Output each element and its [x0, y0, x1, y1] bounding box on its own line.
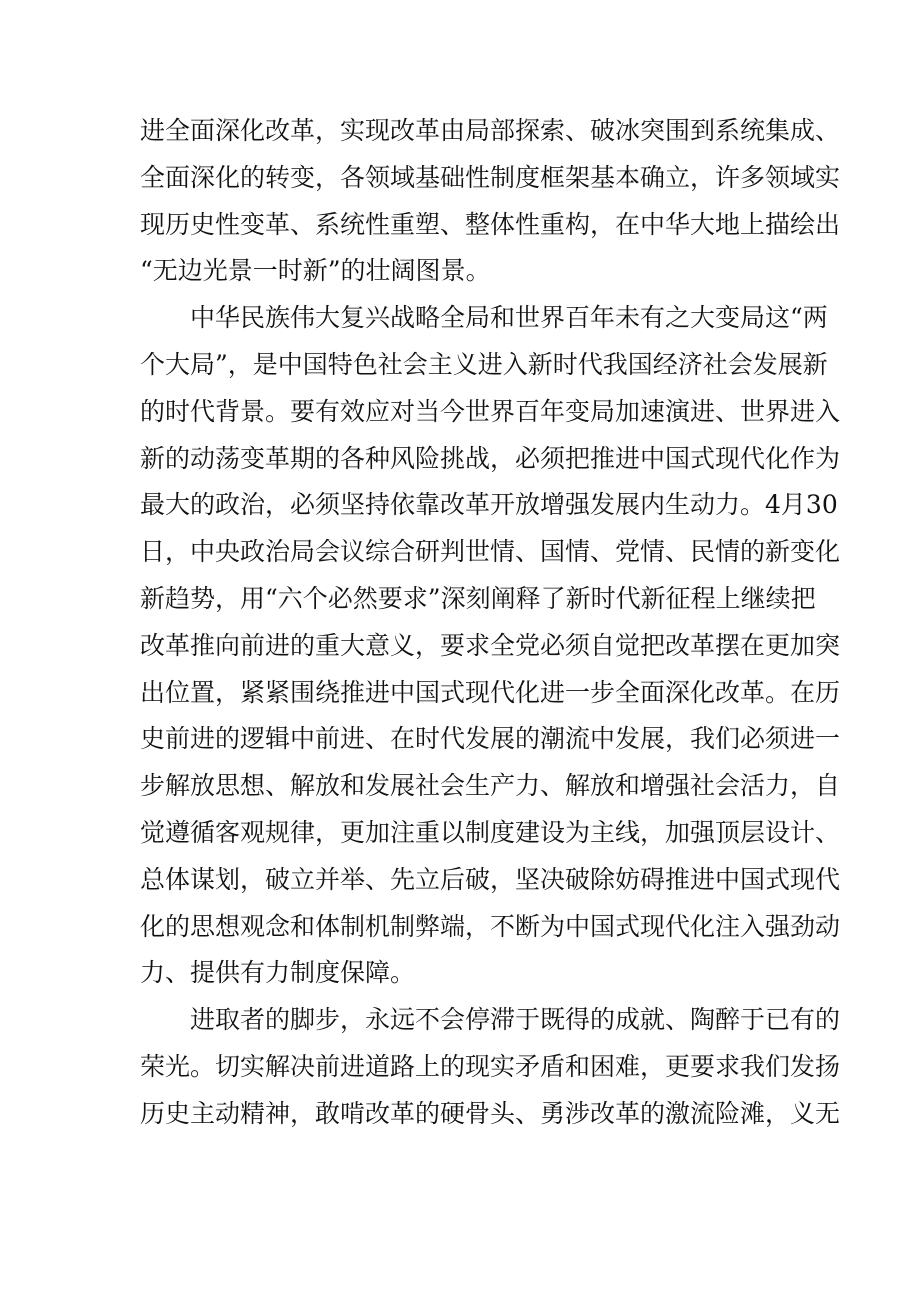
text-line: 史前进的逻辑中前进、在时代发展的潮流中发展，我们必须进一: [140, 724, 841, 754]
text-line: 个大局”，是中国特色社会主义进入新时代我国经济社会发展新: [140, 349, 828, 379]
text-line: 出位置，紧紧围绕推进中国式现代化进一步全面深化改革。在历: [140, 677, 841, 707]
text-line: 日，中央政治局会议综合研判世情、国情、党情、民情的新变化: [140, 537, 841, 567]
document-body: [140, 108, 841, 1138]
text-line: 觉遵循客观规律，更加注重以制度建设为主线，加强顶层设计、: [140, 817, 841, 847]
text-line: 现历史性变革、系统性重塑、整体性重构，在中华大地上描绘出: [140, 209, 841, 239]
text-line: 力、提供有力制度保障。: [140, 958, 416, 988]
text-line: 中华民族伟大复兴战略全局和世界百年未有之大变局这“两: [190, 303, 828, 333]
text-line: 全面深化的转变，各领域基础性制度框架基本确立，许多领域实: [140, 162, 841, 192]
text-line: 进全面深化改革，实现改革由局部探索、破冰突围到系统集成、: [140, 116, 841, 145]
text-line: 荣光。切实解决前进道路上的现实矛盾和困难，更要求我们发扬: [140, 1051, 841, 1081]
text-line: 步解放思想、解放和发展社会生产力、解放和增强社会活力，自: [140, 771, 841, 801]
text-line: 进取者的脚步，永远不会停滞于既得的成就、陶醉于已有的: [190, 1005, 841, 1035]
text-line: 新趋势，用“六个必然要求”深刻阐释了新时代新征程上继续把: [140, 583, 816, 613]
text-line: 最大的政治，必须坚持依靠改革开放增强发展内生动力。4月30: [140, 490, 838, 520]
text-line: 的时代背景。要有效应对当今世界百年变局加速演进、世界进入: [140, 396, 841, 426]
text-line: 总体谋划，破立并举、先立后破，坚决破除妨碍推进中国式现代: [140, 864, 841, 894]
text-line: 化的思想观念和体制机制弊端，不断为中国式现代化注入强劲动: [140, 911, 841, 941]
paragraph-3: [140, 997, 841, 1137]
text-line: 改革推向前进的重大意义，要求全党必须自觉把改革摆在更加突: [140, 630, 841, 660]
text-line: “无边光景一时新”的壮阔图景。: [140, 256, 491, 286]
paragraph-1: [140, 108, 841, 295]
paragraph-2: [140, 295, 841, 997]
text-line: 新的动荡变革期的各种风险挑战，必须把推进中国式现代化作为: [140, 443, 841, 473]
text-line: 历史主动精神，敢啃改革的硬骨头、勇涉改革的激流险滩，义无: [140, 1098, 841, 1128]
